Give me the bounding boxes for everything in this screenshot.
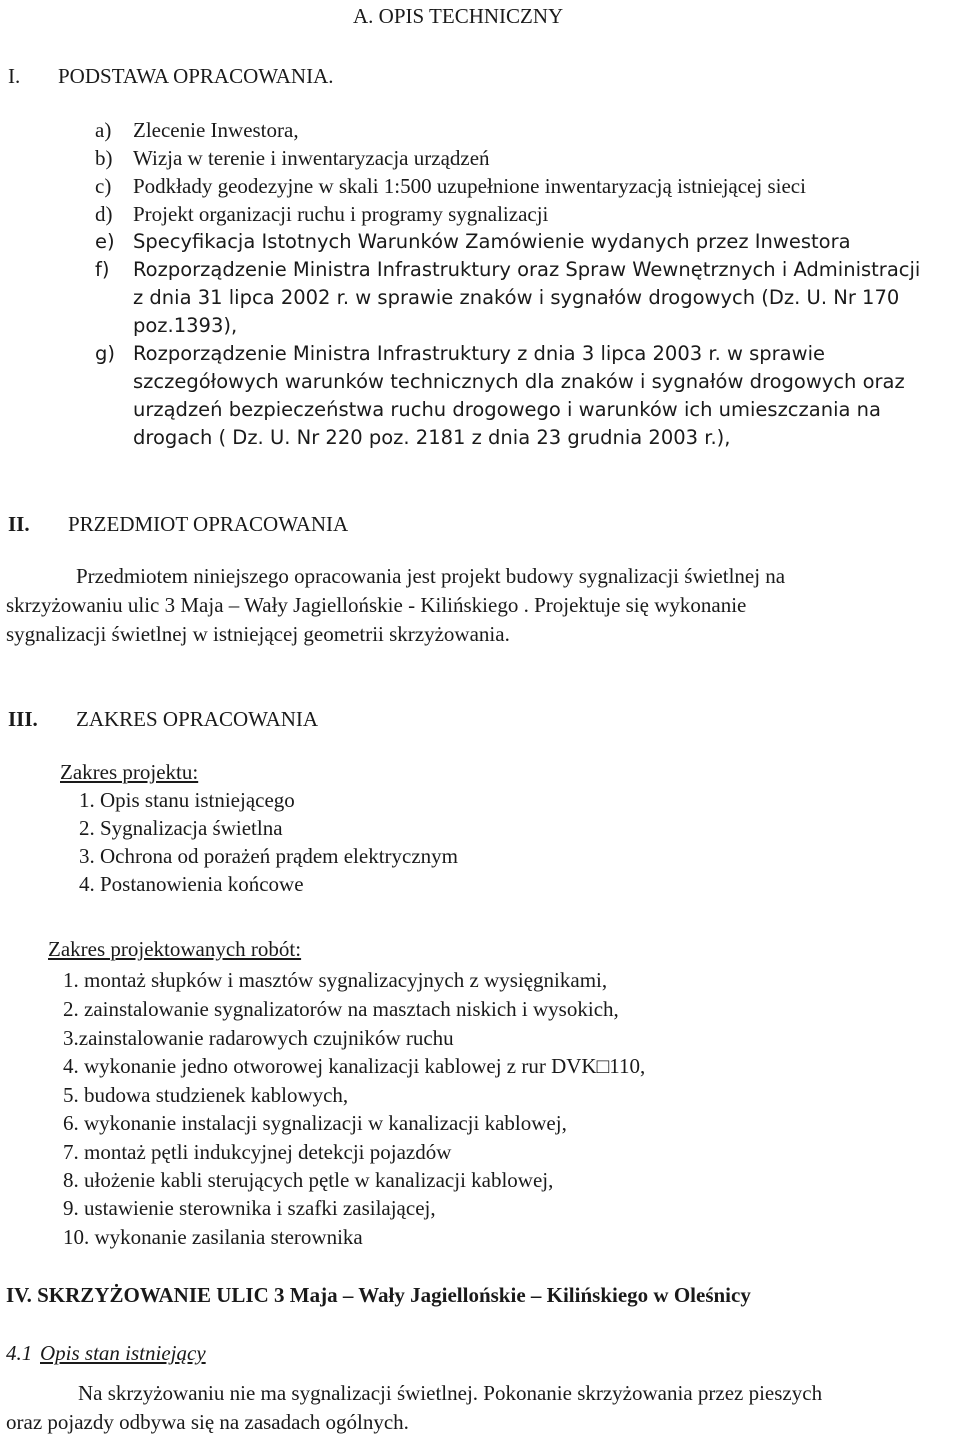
list-item: 5. budowa studzienek kablowych, (63, 1083, 349, 1107)
list-item-text: Wizja w terenie i inwentaryzacja urządzeń (133, 146, 490, 170)
list-item: 3. Ochrona od porażeń prądem elektrycznym (79, 844, 459, 868)
list-item-text: Specyfikacja Istotnych Warunków Zamówienie wydanych przez Inwestora (133, 230, 851, 253)
document-title: A. OPIS TECHNICZNY (353, 4, 564, 28)
scope-title: Zakres projektu: (60, 760, 199, 784)
paragraph-line: sygnalizacji świetlnej w istniejącej geometrii skrzyżowania. (6, 622, 510, 646)
list-item: 8. ułożenie kabli sterujących pętle w kanalizacji kablowej, (63, 1168, 554, 1192)
paragraph-line: oraz pojazdy odbywa się na zasadach ogólnych. (6, 1410, 409, 1434)
list-item-text: z dnia 31 lipca 2002 r. w sprawie znaków i sygnałów drogowych (Dz. U. Nr 170 (133, 286, 900, 309)
list-item-text: Rozporządzenie Ministra Infrastruktury z dnia 3 lipca 2003 r. w sprawie (133, 342, 825, 365)
paragraph-line: Na skrzyżowaniu nie ma sygnalizacji świetlnej. Pokonanie skrzyżowania przez pieszych (78, 1381, 823, 1405)
paragraph-line: skrzyżowaniu ulic 3 Maja – Wały Jagiellońskie - Kilińskiego . Projektuje się wykonanie (6, 593, 747, 617)
subsection-number: 4.1 (6, 1341, 33, 1365)
list-item: 1. montaż słupków i masztów sygnalizacyjnych z wysięgnikami, (63, 968, 608, 992)
section-3-heading: ZAKRES OPRACOWANIA (76, 707, 319, 731)
list-item: 1. Opis stanu istniejącego (79, 788, 295, 812)
list-item-text: Zlecenie Inwestora, (133, 118, 299, 142)
list-item-text: urządzeń bezpieczeństwa ruchu drogowego i warunków ich umieszczania na (133, 398, 881, 421)
section-2-heading: PRZEDMIOT OPRACOWANIA (68, 512, 349, 536)
list-item: 3.zainstalowanie radarowych czujników ruchu (63, 1026, 454, 1050)
section-1-heading: PODSTAWA OPRACOWANIA. (58, 64, 334, 88)
list-item-text: poz.1393), (133, 314, 238, 337)
list-item-label: c) (95, 174, 112, 198)
list-item-label: f) (95, 258, 110, 281)
list-item-label: e) (95, 230, 115, 253)
list-item-text: Podkłady geodezyjne w skali 1:500 uzupełnione inwentaryzacją istniejącej sieci (133, 174, 806, 198)
list-item-label: d) (95, 202, 113, 226)
list-item: 10. wykonanie zasilania sterownika (63, 1225, 363, 1249)
works-title: Zakres projektowanych robót: (48, 937, 302, 961)
section-4-heading: IV. SKRZYŻOWANIE ULIC 3 Maja – Wały Jagiellońskie – Kilińskiego w Oleśnicy (6, 1283, 751, 1307)
list-item: 2. zainstalowanie sygnalizatorów na masztach niskich i wysokich, (63, 997, 619, 1021)
paragraph-line: Przedmiotem niniejszego opracowania jest projekt budowy sygnalizacji świetlnej na (76, 564, 786, 588)
list-item: 6. wykonanie instalacji sygnalizacji w kanalizacji kablowej, (63, 1111, 567, 1135)
section-2-number: II. (8, 512, 30, 536)
list-item-text: szczegółowych warunków technicznych dla znaków i sygnałów drogowych oraz (133, 370, 905, 393)
list-item: 7. montaż pętli indukcyjnej detekcji pojazdów (63, 1140, 452, 1164)
list-item: 2. Sygnalizacja świetlna (79, 816, 283, 840)
list-item: 4. Postanowienia końcowe (79, 872, 304, 896)
list-item-text: Projekt organizacji ruchu i programy sygnalizacji (133, 202, 549, 226)
list-item-label: a) (95, 118, 112, 142)
section-1-number: I. (8, 64, 21, 88)
list-item-text: Rozporządzenie Ministra Infrastruktury oraz Spraw Wewnętrznych i Administracji (133, 258, 921, 281)
list-item: 9. ustawienie sterownika i szafki zasilającej, (63, 1196, 436, 1220)
list-item: 4. wykonanie jedno otworowej kanalizacji kablowej z rur DVK□110, (63, 1054, 646, 1078)
list-item-text: drogach ( Dz. U. Nr 220 poz. 2181 z dnia 23 grudnia 2003 r.), (133, 426, 731, 449)
list-item-label: b) (95, 146, 113, 170)
list-item-label: g) (95, 342, 115, 365)
section-3-number: III. (8, 707, 38, 731)
subsection-title: Opis stan istniejący (40, 1341, 206, 1365)
